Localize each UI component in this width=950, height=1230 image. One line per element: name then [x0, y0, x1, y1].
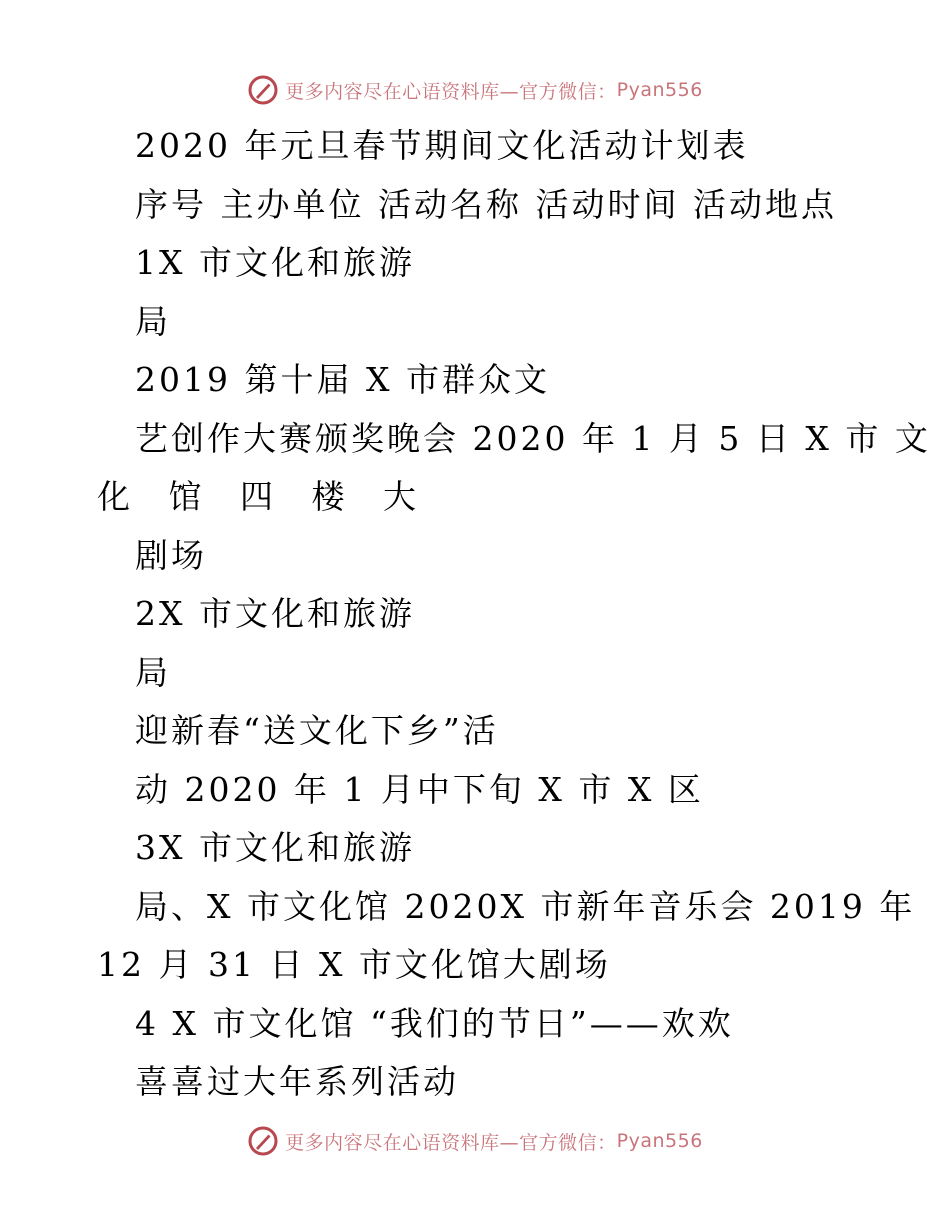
text-line: 局、X 市文化馆 2020X 市新年音乐会 2019 年	[135, 886, 916, 926]
text-line: 4 X 市文化馆 “我们的节日”——欢欢	[135, 1003, 734, 1043]
footer-watermark	[0, 1123, 950, 1159]
text-line: 12 月 31 日 X 市文化馆大剧场	[97, 945, 611, 984]
text-line: 局	[135, 652, 171, 692]
document-body	[0, 117, 950, 1112]
watermark-wechat-id: Pyan556	[616, 1130, 703, 1152]
text-line: 剧场	[135, 535, 207, 575]
watermark-wechat-id: Pyan556	[616, 79, 703, 101]
text-line: 艺创作大赛颁奖晚会 2020 年 1 月 5 日 X 市 文	[135, 418, 931, 458]
document-title: 2020 年元旦春节期间文化活动计划表	[135, 126, 749, 165]
text-line: 3X 市文化和旅游	[135, 828, 415, 867]
text-line: 1X 市文化和旅游	[135, 243, 415, 282]
quill-logo-icon	[247, 1125, 279, 1157]
text-line: 喜喜过大年系列活动	[135, 1062, 459, 1101]
text-line: 2X 市文化和旅游	[135, 594, 415, 633]
header-watermark	[0, 72, 950, 108]
table-header-line: 序号 主办单位 活动名称 活动时间 活动地点	[135, 184, 837, 224]
text-line: 化 馆 四 楼 大	[97, 477, 430, 516]
text-line: 2019 第十届 X 市群众文	[135, 360, 550, 399]
watermark-text: 更多内容尽在心语资料库—官方微信：	[285, 1131, 617, 1154]
watermark-text: 更多内容尽在心语资料库—官方微信：	[285, 80, 617, 103]
quill-logo-icon	[247, 74, 279, 106]
text-line: 局	[135, 301, 171, 341]
text-line: 动 2020 年 1 月中下旬 X 市 X 区	[135, 769, 704, 809]
text-line: 迎新春“送文化下乡”活	[135, 711, 499, 750]
